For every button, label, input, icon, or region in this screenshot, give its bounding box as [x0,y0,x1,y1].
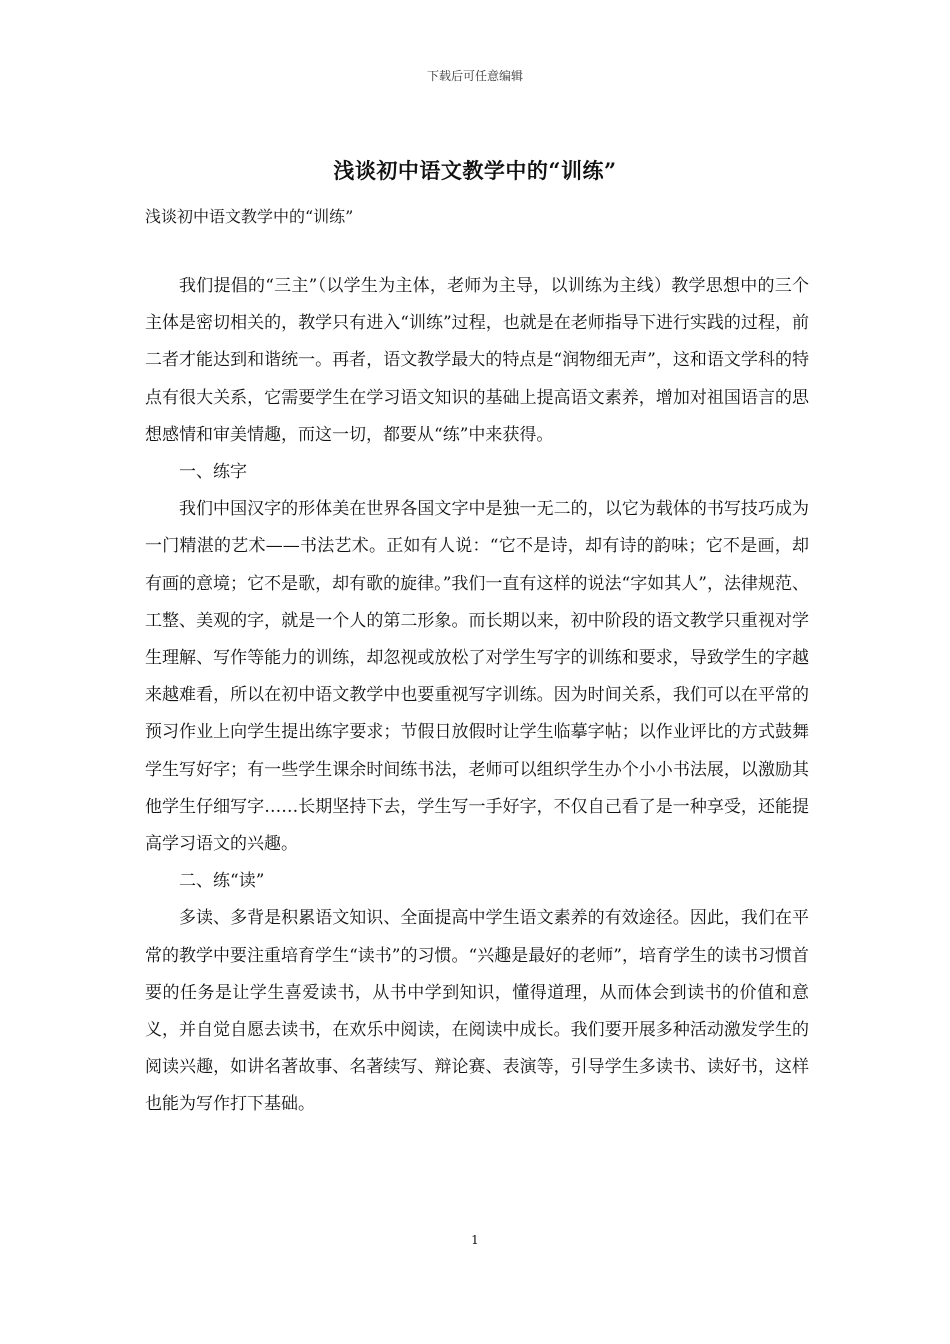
paragraph-practice-reading: 多读、多背是积累语文知识、全面提高中学生语文素养的有效途径。因此，我们在平常的教学中要注重培育学生“读书”的习惯。“兴趣是最好的老师”，培育学生的读书习惯首要的任务是让学生喜爱读书，从书中学到知识，懂得道理，从而体会到读书的价值和意义，并自觉自愿去读书，在欢乐中阅读，在阅读中成长。我们要开展多种活动激发学生的阅读兴趣，如讲名著故事、名著续写、辩论赛、表演等，引导学生多读书、读好书，这样也能为写作打下基础。 [145,908,809,1115]
document-title: 浅谈初中语文教学中的“训练” [333,158,617,183]
section-heading-practice-reading: 二、练“读” [179,871,265,892]
page-number: 1 [471,1233,479,1247]
document-subtitle: 浅谈初中语文教学中的“训练” [145,207,354,226]
paragraph-intro: 我们提倡的“三主”（以学生为主体，老师为主导，以训练为主线）教学思想中的三个主体是密切相关的，教学只有进入“训练”过程，也就是在老师指导下进行实践的过程，前二者才能达到和谐统一。再者，语文教学最大的特点是“润物细无声”，这和语文学科的特点有很大关系，它需要学生在学习语文知识的基础上提高语文素养，增加对祖国语言的思想感情和审美情趣，而这一切，都要从“练”中来获得。 [145,276,809,445]
document-body [145,268,809,1124]
section-heading-practice-writing: 一、练字 [179,462,247,483]
header-note: 下载后可任意编辑 [426,69,523,83]
paragraph-practice-writing: 我们中国汉字的形体美在世界各国文字中是独一无二的，以它为载体的书写技巧成为一门精湛的艺术——书法艺术。正如有人说：“它不是诗，却有诗的韵味；它不是画，却有画的意境；它不是歌，却有歌的旋律。”我们一直有这样的说法“字如其人”，法律规范、工整、美观的字，就是一个人的第二形象。而长期以来，初中阶段的语文教学只重视对学生理解、写作等能力的训练，却忽视或放松了对学生写字的训练和要求，导致学生的字越来越难看，所以在初中语文教学中也要重视写字训练。因为时间关系，我们可以在平常的预习作业上向学生提出练字要求；节假日放假时让学生临摹字帖；以作业评比的方式鼓舞学生写好字；有一些学生课余时间练书法，老师可以组织学生办个小小书法展，以激励其他学生仔细写字……长期坚持下去，学生写一手好字，不仅自己看了是一种享受，还能提高学习语文的兴趣。 [145,499,809,855]
